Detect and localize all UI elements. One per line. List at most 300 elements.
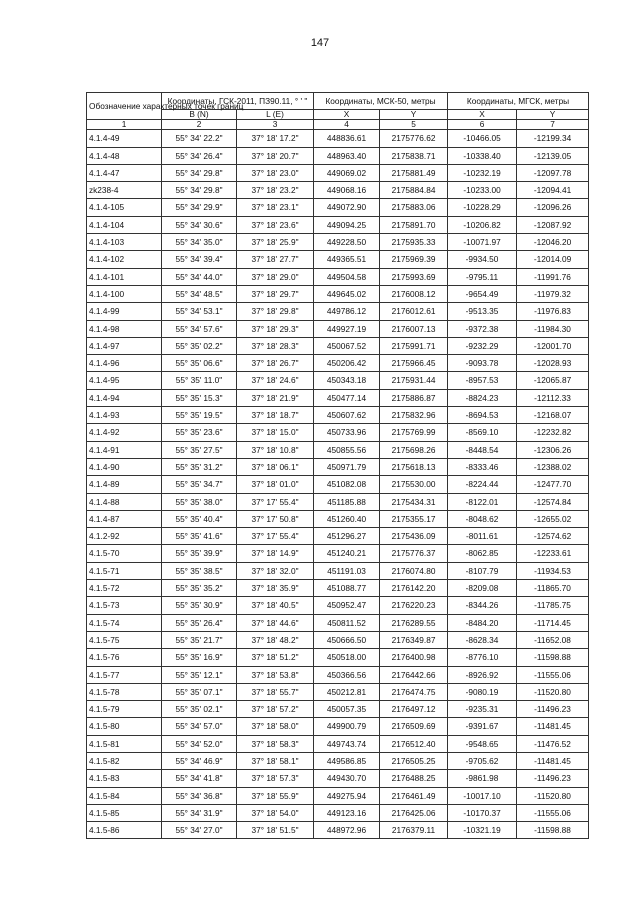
latitude-cell: 55° 34' 29.9": [162, 199, 237, 216]
mgsk-x-cell: -8926.92: [448, 666, 517, 683]
header-b: B (N): [162, 110, 237, 120]
mgsk-x-cell: -10232.19: [448, 164, 517, 181]
mgsk-y-cell: -12199.34: [517, 130, 589, 147]
table-row: [87, 683, 589, 700]
mgsk-x-cell: -10228.29: [448, 199, 517, 216]
mgsk-y-cell: -11991.76: [517, 268, 589, 285]
header-l: L (E): [237, 110, 314, 120]
point-name-cell: 4.1.5-80: [87, 718, 162, 735]
point-name-cell: 4.1.4-98: [87, 320, 162, 337]
table-row: [87, 787, 589, 804]
mgsk-x-cell: -8824.23: [448, 389, 517, 406]
msk-x-cell: 450855.56: [314, 441, 380, 458]
point-name-cell: 4.1.4-96: [87, 355, 162, 372]
point-name-cell: 4.1.4-95: [87, 372, 162, 389]
mgsk-y-cell: -12574.84: [517, 493, 589, 510]
latitude-cell: 55° 34' 57.0": [162, 718, 237, 735]
table-row: [87, 372, 589, 389]
mgsk-x-cell: -10321.19: [448, 822, 517, 839]
latitude-cell: 55° 35' 30.9": [162, 597, 237, 614]
latitude-cell: 55° 34' 48.5": [162, 285, 237, 302]
mgsk-x-cell: -10206.82: [448, 216, 517, 233]
mgsk-x-cell: -8344.26: [448, 597, 517, 614]
msk-y-cell: 2175355.17: [380, 510, 448, 527]
mgsk-x-cell: -8048.62: [448, 510, 517, 527]
mgsk-x-cell: -8957.53: [448, 372, 517, 389]
point-name-cell: 4.1.5-82: [87, 752, 162, 769]
header-mgsk: Координаты, МГСК, метры: [448, 93, 589, 110]
table-row: [87, 320, 589, 337]
point-name-cell: 4.1.4-92: [87, 424, 162, 441]
msk-y-cell: 2176400.98: [380, 649, 448, 666]
msk-y-cell: 2175838.71: [380, 147, 448, 164]
point-name-cell: 4.1.4-103: [87, 234, 162, 251]
msk-x-cell: 449094.25: [314, 216, 380, 233]
mgsk-x-cell: -9080.19: [448, 683, 517, 700]
latitude-cell: 55° 34' 22.2": [162, 130, 237, 147]
msk-y-cell: 2175618.13: [380, 458, 448, 475]
latitude-cell: 55° 35' 34.7": [162, 476, 237, 493]
mgsk-x-cell: -9235.31: [448, 701, 517, 718]
latitude-cell: 55° 35' 06.6": [162, 355, 237, 372]
table-row: [87, 303, 589, 320]
latitude-cell: 55° 34' 29.8": [162, 164, 237, 181]
table-row: [87, 147, 589, 164]
latitude-cell: 55° 34' 26.4": [162, 147, 237, 164]
longitude-cell: 37° 18' 32.0": [237, 562, 314, 579]
mgsk-x-cell: -8628.34: [448, 631, 517, 648]
msk-x-cell: 449068.16: [314, 182, 380, 199]
mgsk-x-cell: -8333.46: [448, 458, 517, 475]
point-name-cell: 4.1.2-92: [87, 528, 162, 545]
mgsk-y-cell: -12574.62: [517, 528, 589, 545]
mgsk-x-cell: -10170.37: [448, 804, 517, 821]
point-name-cell: zk238-4: [87, 182, 162, 199]
mgsk-x-cell: -8209.08: [448, 580, 517, 597]
msk-x-cell: 449927.19: [314, 320, 380, 337]
msk-x-cell: 451191.03: [314, 562, 380, 579]
msk-x-cell: 449069.02: [314, 164, 380, 181]
header-mgsk-x: X: [448, 110, 517, 120]
column-number: 7: [517, 120, 589, 130]
msk-x-cell: 449365.51: [314, 251, 380, 268]
msk-x-cell: 451082.08: [314, 476, 380, 493]
longitude-cell: 37° 18' 58.1": [237, 752, 314, 769]
longitude-cell: 37° 18' 54.0": [237, 804, 314, 821]
point-name-cell: 4.1.5-70: [87, 545, 162, 562]
msk-y-cell: 2176425.06: [380, 804, 448, 821]
point-name-cell: 4.1.4-48: [87, 147, 162, 164]
column-number: 2: [162, 120, 237, 130]
msk-x-cell: 449900.79: [314, 718, 380, 735]
point-name-cell: 4.1.5-74: [87, 614, 162, 631]
longitude-cell: 37° 18' 55.9": [237, 787, 314, 804]
latitude-cell: 55° 35' 21.7": [162, 631, 237, 648]
table-row: [87, 770, 589, 787]
msk-y-cell: 2175436.09: [380, 528, 448, 545]
table-row: [87, 649, 589, 666]
longitude-cell: 37° 18' 10.8": [237, 441, 314, 458]
table-row: [87, 216, 589, 233]
column-number: 5: [380, 120, 448, 130]
msk-x-cell: 449786.12: [314, 303, 380, 320]
msk-y-cell: 2175931.44: [380, 372, 448, 389]
msk-x-cell: 450518.00: [314, 649, 380, 666]
longitude-cell: 37° 18' 48.2": [237, 631, 314, 648]
msk-x-cell: 448836.61: [314, 130, 380, 147]
column-number: 6: [448, 120, 517, 130]
msk-x-cell: 449743.74: [314, 735, 380, 752]
longitude-cell: 37° 18' 29.0": [237, 268, 314, 285]
mgsk-y-cell: -12097.78: [517, 164, 589, 181]
point-name-cell: 4.1.4-87: [87, 510, 162, 527]
msk-y-cell: 2176349.87: [380, 631, 448, 648]
mgsk-x-cell: -9795.11: [448, 268, 517, 285]
latitude-cell: 55° 34' 29.8": [162, 182, 237, 199]
msk-y-cell: 2175991.71: [380, 337, 448, 354]
longitude-cell: 37° 17' 50.8": [237, 510, 314, 527]
point-name-cell: 4.1.4-49: [87, 130, 162, 147]
msk-x-cell: 450607.62: [314, 407, 380, 424]
msk-y-cell: 2176497.12: [380, 701, 448, 718]
point-name-cell: 4.1.4-104: [87, 216, 162, 233]
latitude-cell: 55° 35' 38.0": [162, 493, 237, 510]
longitude-cell: 37° 18' 57.3": [237, 770, 314, 787]
msk-y-cell: 2176142.20: [380, 580, 448, 597]
longitude-cell: 37° 18' 26.7": [237, 355, 314, 372]
table-row: [87, 199, 589, 216]
point-name-cell: 4.1.4-93: [87, 407, 162, 424]
latitude-cell: 55° 35' 41.6": [162, 528, 237, 545]
mgsk-x-cell: -9093.78: [448, 355, 517, 372]
mgsk-x-cell: -8484.20: [448, 614, 517, 631]
latitude-cell: 55° 35' 07.1": [162, 683, 237, 700]
longitude-cell: 37° 18' 21.9": [237, 389, 314, 406]
mgsk-x-cell: -9548.65: [448, 735, 517, 752]
point-name-cell: 4.1.4-99: [87, 303, 162, 320]
latitude-cell: 55° 35' 19.5": [162, 407, 237, 424]
msk-y-cell: 2176008.12: [380, 285, 448, 302]
mgsk-x-cell: -8062.85: [448, 545, 517, 562]
msk-x-cell: 449645.02: [314, 285, 380, 302]
table-row: [87, 580, 589, 597]
mgsk-y-cell: -11714.45: [517, 614, 589, 631]
longitude-cell: 37° 18' 06.1": [237, 458, 314, 475]
longitude-cell: 37° 18' 51.5": [237, 822, 314, 839]
latitude-cell: 55° 34' 27.0": [162, 822, 237, 839]
mgsk-y-cell: -11984.30: [517, 320, 589, 337]
page-number: 147: [310, 37, 330, 49]
longitude-cell: 37° 18' 27.7": [237, 251, 314, 268]
longitude-cell: 37° 17' 55.4": [237, 528, 314, 545]
mgsk-x-cell: -8107.79: [448, 562, 517, 579]
msk-x-cell: 451088.77: [314, 580, 380, 597]
mgsk-x-cell: -10071.97: [448, 234, 517, 251]
msk-y-cell: 2176220.23: [380, 597, 448, 614]
longitude-cell: 37° 18' 23.2": [237, 182, 314, 199]
mgsk-y-cell: -12028.93: [517, 355, 589, 372]
header-designation: Обозначение характерных точек границ: [87, 93, 162, 120]
mgsk-y-cell: -12112.33: [517, 389, 589, 406]
point-name-cell: 4.1.5-84: [87, 787, 162, 804]
mgsk-y-cell: -11476.52: [517, 735, 589, 752]
latitude-cell: 55° 35' 40.4": [162, 510, 237, 527]
table-row: [87, 164, 589, 181]
longitude-cell: 37° 18' 29.8": [237, 303, 314, 320]
msk-y-cell: 2175434.31: [380, 493, 448, 510]
point-name-cell: 4.1.4-91: [87, 441, 162, 458]
msk-x-cell: 449275.94: [314, 787, 380, 804]
mgsk-y-cell: -11520.80: [517, 683, 589, 700]
msk-y-cell: 2175886.87: [380, 389, 448, 406]
point-name-cell: 4.1.5-85: [87, 804, 162, 821]
msk-y-cell: 2175769.99: [380, 424, 448, 441]
latitude-cell: 55° 35' 23.6": [162, 424, 237, 441]
msk-y-cell: 2176442.66: [380, 666, 448, 683]
msk-y-cell: 2175881.49: [380, 164, 448, 181]
msk-y-cell: 2175969.39: [380, 251, 448, 268]
msk-y-cell: 2175891.70: [380, 216, 448, 233]
point-name-cell: 4.1.4-47: [87, 164, 162, 181]
column-number: 1: [87, 120, 162, 130]
mgsk-y-cell: -12046.20: [517, 234, 589, 251]
mgsk-y-cell: -11520.80: [517, 787, 589, 804]
point-name-cell: 4.1.5-72: [87, 580, 162, 597]
point-name-cell: 4.1.4-97: [87, 337, 162, 354]
longitude-cell: 37° 18' 25.9": [237, 234, 314, 251]
mgsk-y-cell: -12096.26: [517, 199, 589, 216]
longitude-cell: 37° 18' 24.6": [237, 372, 314, 389]
table-row: [87, 458, 589, 475]
longitude-cell: 37° 18' 44.6": [237, 614, 314, 631]
msk-x-cell: 450366.56: [314, 666, 380, 683]
table-row: [87, 804, 589, 821]
table-row: [87, 666, 589, 683]
mgsk-x-cell: -10233.00: [448, 182, 517, 199]
msk-x-cell: 450067.52: [314, 337, 380, 354]
mgsk-y-cell: -12139.05: [517, 147, 589, 164]
mgsk-x-cell: -9391.67: [448, 718, 517, 735]
mgsk-y-cell: -11785.75: [517, 597, 589, 614]
mgsk-x-cell: -9861.98: [448, 770, 517, 787]
msk-x-cell: 450733.96: [314, 424, 380, 441]
point-name-cell: 4.1.5-78: [87, 683, 162, 700]
msk-x-cell: 450477.14: [314, 389, 380, 406]
mgsk-x-cell: -9705.62: [448, 752, 517, 769]
table-row: [87, 355, 589, 372]
latitude-cell: 55° 35' 27.5": [162, 441, 237, 458]
msk-y-cell: 2176505.25: [380, 752, 448, 769]
latitude-cell: 55° 35' 11.0": [162, 372, 237, 389]
msk-y-cell: 2176509.69: [380, 718, 448, 735]
mgsk-x-cell: -9654.49: [448, 285, 517, 302]
header-msk: Координаты, МСК-50, метры: [314, 93, 448, 110]
latitude-cell: 55° 34' 35.0": [162, 234, 237, 251]
point-name-cell: 4.1.4-102: [87, 251, 162, 268]
msk-y-cell: 2176012.61: [380, 303, 448, 320]
latitude-cell: 55° 35' 15.3": [162, 389, 237, 406]
point-name-cell: 4.1.5-75: [87, 631, 162, 648]
point-name-cell: 4.1.4-89: [87, 476, 162, 493]
mgsk-y-cell: -11481.45: [517, 718, 589, 735]
latitude-cell: 55° 35' 35.2": [162, 580, 237, 597]
longitude-cell: 37° 18' 58.3": [237, 735, 314, 752]
longitude-cell: 37° 18' 40.5": [237, 597, 314, 614]
longitude-cell: 37° 18' 35.9": [237, 580, 314, 597]
mgsk-x-cell: -9372.38: [448, 320, 517, 337]
msk-y-cell: 2175966.45: [380, 355, 448, 372]
mgsk-y-cell: -11555.06: [517, 804, 589, 821]
msk-x-cell: 450811.52: [314, 614, 380, 631]
mgsk-y-cell: -12655.02: [517, 510, 589, 527]
latitude-cell: 55° 34' 44.0": [162, 268, 237, 285]
mgsk-y-cell: -12232.82: [517, 424, 589, 441]
table-row: [87, 545, 589, 562]
mgsk-y-cell: -12233.61: [517, 545, 589, 562]
latitude-cell: 55° 34' 36.8": [162, 787, 237, 804]
table-body: [87, 130, 589, 839]
longitude-cell: 37° 18' 20.7": [237, 147, 314, 164]
msk-y-cell: 2175884.84: [380, 182, 448, 199]
mgsk-x-cell: -10466.05: [448, 130, 517, 147]
table-row: [87, 822, 589, 839]
latitude-cell: 55° 34' 52.0": [162, 735, 237, 752]
mgsk-y-cell: -12168.07: [517, 407, 589, 424]
table-row: [87, 182, 589, 199]
mgsk-x-cell: -8011.61: [448, 528, 517, 545]
mgsk-y-cell: -11555.06: [517, 666, 589, 683]
header-gsk: Координаты, ГСК-2011, ПЗ90.11, ° ' ": [162, 93, 314, 110]
point-name-cell: 4.1.4-90: [87, 458, 162, 475]
msk-y-cell: 2175530.00: [380, 476, 448, 493]
table-row: [87, 493, 589, 510]
mgsk-y-cell: -11979.32: [517, 285, 589, 302]
latitude-cell: 55° 35' 39.9": [162, 545, 237, 562]
msk-x-cell: 449228.50: [314, 234, 380, 251]
point-name-cell: 4.1.5-83: [87, 770, 162, 787]
msk-y-cell: 2175698.26: [380, 441, 448, 458]
msk-x-cell: 450206.42: [314, 355, 380, 372]
mgsk-y-cell: -11652.08: [517, 631, 589, 648]
latitude-cell: 55° 34' 30.6": [162, 216, 237, 233]
latitude-cell: 55° 34' 41.8": [162, 770, 237, 787]
table-row: [87, 337, 589, 354]
table-row: [87, 510, 589, 527]
table-row: [87, 441, 589, 458]
mgsk-x-cell: -8569.10: [448, 424, 517, 441]
msk-x-cell: 451260.40: [314, 510, 380, 527]
latitude-cell: 55° 35' 26.4": [162, 614, 237, 631]
mgsk-y-cell: -11934.53: [517, 562, 589, 579]
table-row: [87, 130, 589, 147]
table-row: [87, 476, 589, 493]
mgsk-y-cell: -12014.09: [517, 251, 589, 268]
msk-y-cell: 2176474.75: [380, 683, 448, 700]
mgsk-x-cell: -9513.35: [448, 303, 517, 320]
longitude-cell: 37° 18' 53.8": [237, 666, 314, 683]
longitude-cell: 37° 18' 15.0": [237, 424, 314, 441]
msk-x-cell: 450057.35: [314, 701, 380, 718]
table-row: [87, 752, 589, 769]
table-row: [87, 701, 589, 718]
point-name-cell: 4.1.4-105: [87, 199, 162, 216]
mgsk-x-cell: -8224.44: [448, 476, 517, 493]
header-msk-x: X: [314, 110, 380, 120]
point-name-cell: 4.1.5-71: [87, 562, 162, 579]
msk-x-cell: 449504.58: [314, 268, 380, 285]
mgsk-y-cell: -11865.70: [517, 580, 589, 597]
mgsk-y-cell: -11976.83: [517, 303, 589, 320]
longitude-cell: 37° 18' 57.2": [237, 701, 314, 718]
table-row: [87, 285, 589, 302]
msk-y-cell: 2176379.11: [380, 822, 448, 839]
table-row: [87, 614, 589, 631]
msk-x-cell: 449123.16: [314, 804, 380, 821]
table-header: [87, 93, 589, 130]
table-row: [87, 234, 589, 251]
msk-y-cell: 2176007.13: [380, 320, 448, 337]
mgsk-y-cell: -12001.70: [517, 337, 589, 354]
msk-x-cell: 449072.90: [314, 199, 380, 216]
msk-x-cell: 450343.18: [314, 372, 380, 389]
longitude-cell: 37° 18' 14.9": [237, 545, 314, 562]
latitude-cell: 55° 35' 02.1": [162, 701, 237, 718]
mgsk-y-cell: -11496.23: [517, 770, 589, 787]
msk-y-cell: 2175776.62: [380, 130, 448, 147]
mgsk-y-cell: -11598.88: [517, 649, 589, 666]
msk-y-cell: 2176461.49: [380, 787, 448, 804]
mgsk-x-cell: -8448.54: [448, 441, 517, 458]
mgsk-y-cell: -11496.23: [517, 701, 589, 718]
mgsk-x-cell: -10017.10: [448, 787, 517, 804]
column-number: 3: [237, 120, 314, 130]
table-row: [87, 631, 589, 648]
longitude-cell: 37° 18' 18.7": [237, 407, 314, 424]
latitude-cell: 55° 34' 31.9": [162, 804, 237, 821]
table-row: [87, 251, 589, 268]
point-name-cell: 4.1.5-73: [87, 597, 162, 614]
longitude-cell: 37° 18' 01.0": [237, 476, 314, 493]
point-name-cell: 4.1.4-88: [87, 493, 162, 510]
longitude-cell: 37° 17' 55.4": [237, 493, 314, 510]
mgsk-x-cell: -8694.53: [448, 407, 517, 424]
latitude-cell: 55° 34' 39.4": [162, 251, 237, 268]
table-row: [87, 424, 589, 441]
msk-x-cell: 449430.70: [314, 770, 380, 787]
msk-y-cell: 2175832.96: [380, 407, 448, 424]
mgsk-y-cell: -12388.02: [517, 458, 589, 475]
header-msk-y: Y: [380, 110, 448, 120]
longitude-cell: 37° 18' 28.3": [237, 337, 314, 354]
table-row: [87, 597, 589, 614]
msk-x-cell: 451240.21: [314, 545, 380, 562]
msk-x-cell: 450952.47: [314, 597, 380, 614]
msk-y-cell: 2175883.06: [380, 199, 448, 216]
msk-x-cell: 451296.27: [314, 528, 380, 545]
latitude-cell: 55° 35' 31.2": [162, 458, 237, 475]
mgsk-y-cell: -12306.26: [517, 441, 589, 458]
msk-y-cell: 2175776.37: [380, 545, 448, 562]
table-row: [87, 562, 589, 579]
longitude-cell: 37° 18' 23.6": [237, 216, 314, 233]
msk-x-cell: 450666.50: [314, 631, 380, 648]
msk-x-cell: 448963.40: [314, 147, 380, 164]
msk-x-cell: 449586.85: [314, 752, 380, 769]
point-name-cell: 4.1.5-86: [87, 822, 162, 839]
point-name-cell: 4.1.4-100: [87, 285, 162, 302]
coordinates-table: [86, 92, 589, 839]
msk-y-cell: 2176074.80: [380, 562, 448, 579]
